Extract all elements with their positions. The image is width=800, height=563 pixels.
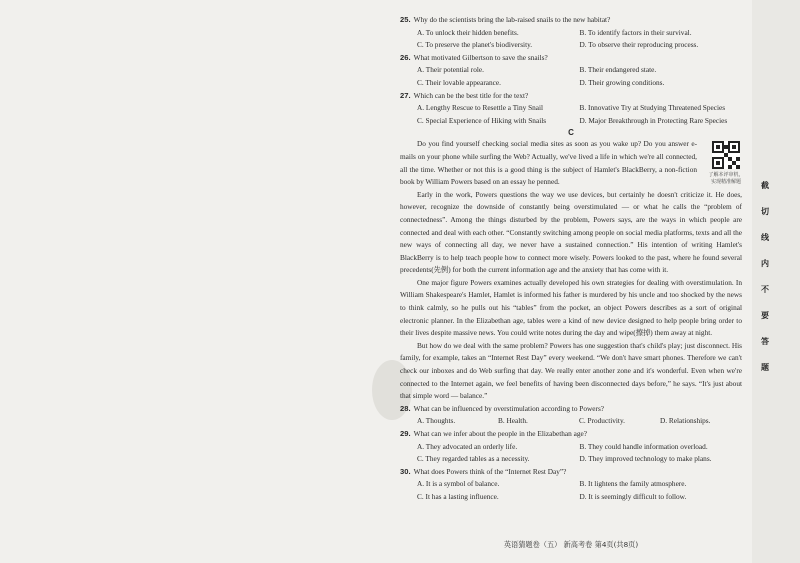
question-text: What can be influenced by overstimulation according to Powers? [413,403,605,413]
answer-option: B. Innovative Try at Studying Threatened Species [579,103,726,113]
answer-option: C. They regarded tables as a necessity. [417,454,530,464]
side-label-char: 题 [761,363,769,372]
question-number: 29. [400,429,411,438]
answer-option: D. To observe their reproducing process. [579,40,699,50]
side-label-char: 要 [761,311,769,320]
question-stem [400,14,742,27]
qr-caption: 了解本评审机， 实现精准解题 [708,172,744,185]
section-heading: C [568,128,574,138]
answer-option: C. Productivity. [579,416,625,426]
questions-part-c [400,403,742,504]
passage-paragraph: But how do we deal with the same problem? Powers has one suggestion that's child's play; just disconnect. His family, for example, takes an “Internet Rest Day” every weekend. “We don't have smart phones. Therefore we can't check our inboxes and do Web surfing that day. We really enter another zone and it's wonderful. Even when we're connected to the Internet again, we feel benefits of having been disconnected days before,” he says. “It's just about that simple word — balance.” [400,340,742,401]
passage-paragraph: Early in the work, Powers questions the way we use devices, but certainly he doesn't criticize it. He does, however, recognize the downside of constantly being overstimulated — or what he calls the “problem of connectedness”. Among the things disturbed by the problem, Powers says, are the ways in which people are connected and deal with each other. “Constantly switching among people on social media platforms, texts and all the new ways of connecting all day, we never have a sustained connection.” His intention of writing Hamlet's BlackBerry is to help teach people how to connect more wisely. Powers looked to the past, where he found several precedents(先例) for both the current information age and the anxiety that has come with it. [400,189,742,275]
question-number: 28. [400,403,411,413]
question-number: 26. [400,52,411,62]
answer-option: C. Special Experience of Hiking with Snails [417,115,547,125]
answer-option: B. Health. [498,416,528,426]
passage-paragraph: One major figure Powers examines actually developed his own strategies for dealing with overstimulation. In William Shakespeare's Hamlet, Hamlet is informed his father is murdered by his uncle and too shocked by the news to think calmly, so he pulls out his “tables” from the pocket, an object Powers describes as a sort of original electronic planner. In the Elizabethan age, tables were a kind of new device designed to help people bring order to their lives despite massive news. You could write notes during the day and wipe(擦掉) them away at night. [400,277,742,338]
question-stem [400,466,742,479]
side-label-char: 截 [761,181,769,190]
question-text: What motivated Gilbertson to save the snails? [413,52,548,62]
side-label-char: 内 [761,259,769,268]
page-footer: 英语猜题卷（五） 新高考卷 第4页(共8页) [503,540,639,549]
question-stem [400,428,742,441]
side-label-char: 答 [761,337,769,346]
question-text: What can we infer about the people in the Elizabethan age? [413,429,587,438]
answer-option: C. To preserve the planet's biodiversity. [417,40,533,50]
answer-option: B. It lightens the family atmosphere. [579,479,687,489]
question-text: Which can be the best title for the text? [413,90,529,100]
passage-paragraph: Do you find yourself checking social media sites as soon as you wake up? Do you answer e-mails on your phone while surfing the Web? Actually, we've lived a life in which we're all connected, all the time. Whether or not this is a good thing is the subject of Hamlet's BlackBerry, a non-fiction book by William Powers based on an essay he penned. [400,139,697,187]
qr-code-icon [712,141,740,169]
answer-option: A. They advocated an orderly life. [417,441,518,451]
content-column [400,14,742,504]
answer-option: B. They could handle information overload. [579,441,708,451]
answer-option: C. Their lovable appearance. [417,77,501,87]
answer-option: D. It is seemingly difficult to follow. [579,491,687,501]
question-stem [400,90,742,103]
answer-option: D. Relationships. [660,416,711,426]
side-label-char: 不 [761,285,769,294]
answer-option: A. Lengthy Rescue to Resettle a Tiny Snail [417,103,544,113]
question-text: Why do the scientists bring the lab-raised snails to the new habitat? [413,15,611,24]
answer-option: A. To unlock their hidden benefits. [417,27,519,37]
question-number: 27. [400,90,411,100]
cut-line-margin [752,0,800,563]
question-stem [400,52,742,65]
questions-part-b [400,14,742,127]
answer-option: B. To identify factors in their survival. [579,27,692,37]
side-label-char: 线 [761,233,769,242]
answer-option: C. It has a lasting influence. [417,491,499,501]
question-stem [400,403,742,416]
answer-option: B. Their endangered state. [579,65,657,75]
question-text: What does Powers think of the “Internet Rest Day”? [413,466,567,476]
answer-option: D. Their growing conditions. [579,77,665,87]
side-label-char: 切 [761,207,769,216]
answer-option: A. Their potential role. [417,65,484,75]
question-number: 30. [400,466,411,476]
question-number: 25. [400,15,411,24]
answer-option: A. It is a symbol of balance. [417,479,500,489]
answer-option: D. They improved technology to make plans. [579,454,712,464]
passage-c [400,138,742,402]
answer-option: D. Major Breakthrough in Protecting Rare Species [579,115,728,125]
answer-option: A. Thoughts. [417,416,456,426]
